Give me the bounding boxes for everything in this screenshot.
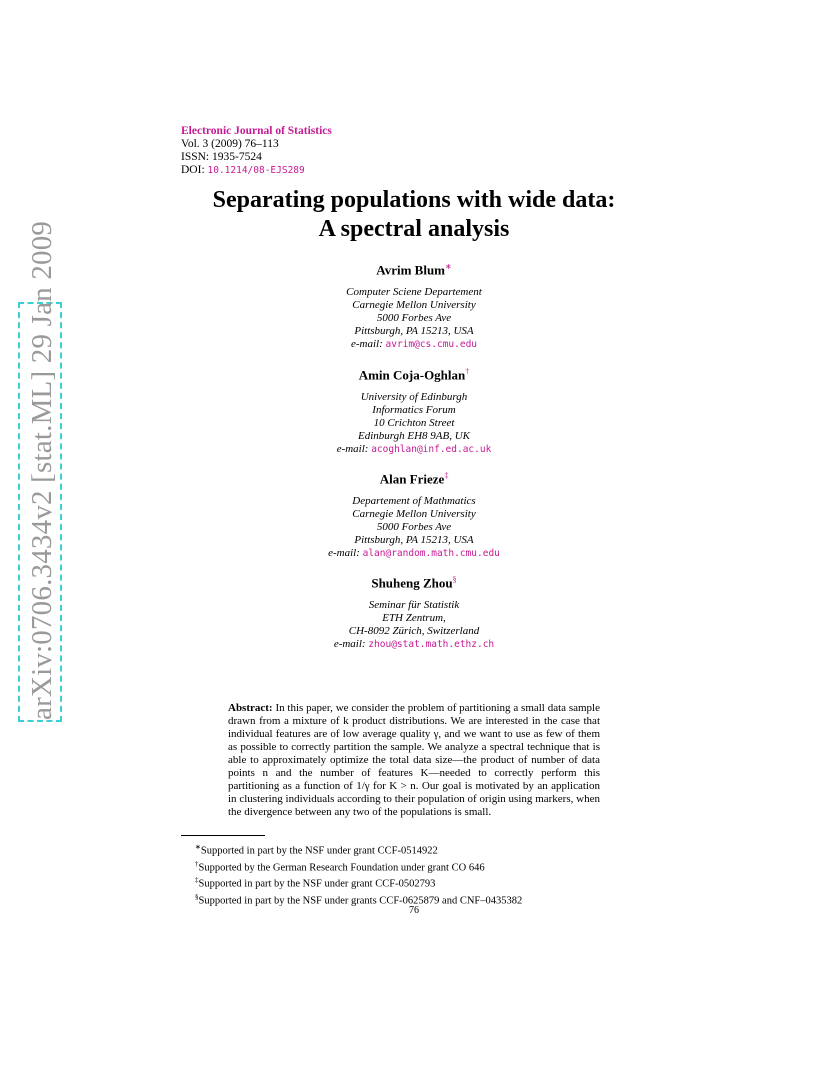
doi-link[interactable]: 10.1214/08-EJS289: [207, 165, 305, 176]
journal-issn: ISSN: 1935-7524: [181, 151, 262, 163]
footnote-rule: [181, 835, 265, 836]
author-block: [0, 259, 828, 351]
author-name: Shuheng Zhou§: [371, 575, 457, 591]
footnotes: [195, 841, 522, 907]
email-link[interactable]: acoghlan@inf.ed.ac.uk: [371, 444, 492, 456]
footnote: †Supported by the German Research Foundation under grant CO 646: [195, 859, 485, 873]
email-link[interactable]: zhou@stat.math.ethz.ch: [368, 639, 495, 651]
email-line: e-mail: alan@random.math.cmu.edu: [328, 547, 500, 560]
footnote: ∗Supported in part by the NSF under grant CCF-0514922: [195, 843, 438, 857]
footnote: §Supported in part by the NSF under grants CCF-0625879 and CNF–0435382: [195, 892, 523, 906]
journal-header: [181, 125, 332, 177]
page-number: 76: [409, 905, 419, 916]
email-link[interactable]: avrim@cs.cmu.edu: [385, 339, 478, 351]
affiliation: Computer Sciene Departement Carnegie Mellon University 5000 Forbes Ave Pittsburgh, PA 15213, USA e-mail: avrim@cs.cmu.edu: [0, 286, 828, 351]
author-name: Amin Coja-Oghlan†: [358, 367, 470, 383]
journal-name[interactable]: Electronic Journal of Statistics: [181, 125, 332, 137]
author-block: [0, 468, 828, 560]
abstract-text: In this paper, we consider the problem of partitioning a small data sample drawn from a mixture of k product distributions. We are interested in the case that individual features are of low average quality γ, and we want to use as few of them as possible to correctly partition the sample. We analyze a spectral technique that is able to approximately optimize the total data size—the product of number of data points n and the number of features K—needed to correctly perform this partitioning as a function of 1/γ for K > n. Our goal is motivated by an application in clustering individuals according to their population of origin using markers, when the divergence between any two of the populations is small.: [228, 702, 600, 818]
affiliation: Departement of Mathmatics Carnegie Mellon University 5000 Forbes Ave Pittsburgh, PA 15213, USA e-mail: alan@random.math.cmu.edu: [0, 495, 828, 560]
journal-doi-line: [181, 164, 332, 177]
title-line-2: A spectral analysis: [318, 216, 510, 242]
email-line: e-mail: acoghlan@inf.ed.ac.uk: [336, 443, 492, 456]
journal-volume: Vol. 3 (2009) 76–113: [181, 138, 279, 150]
email-link[interactable]: alan@random.math.cmu.edu: [362, 548, 500, 560]
affiliation: University of Edinburgh Informatics Forum 10 Crichton Street Edinburgh EH8 9AB, UK e-mail: acoghlan@inf.ed.ac.uk: [0, 391, 828, 456]
footnote-mark-link[interactable]: ∗: [445, 262, 452, 271]
author-name: Alan Frieze‡: [379, 471, 449, 487]
abstract: [228, 702, 600, 819]
author-block: [0, 572, 828, 651]
arxiv-side-stamp[interactable]: arXiv:0706.3434v2 [stat.ML] 29 Jan 2009: [18, 302, 62, 722]
author-block: [0, 364, 828, 456]
title-line-1: Separating populations with wide data:: [212, 187, 616, 213]
footnote-mark-link[interactable]: ‡: [444, 471, 449, 480]
author-name: Avrim Blum∗: [376, 262, 452, 278]
footnote-mark-link[interactable]: §: [452, 575, 457, 584]
email-line: e-mail: avrim@cs.cmu.edu: [350, 338, 478, 351]
affiliation: Seminar für Statistik ETH Zentrum, CH-8092 Zürich, Switzerland e-mail: zhou@stat.math.ethz.ch: [0, 599, 828, 651]
paper-title: [0, 186, 828, 244]
email-line: e-mail: zhou@stat.math.ethz.ch: [333, 638, 495, 651]
footnote: ‡Supported in part by the NSF under grant CCF-0502793: [195, 876, 436, 890]
doi-label: DOI:: [181, 164, 205, 176]
footnote-mark-link[interactable]: †: [465, 367, 470, 376]
abstract-label: Abstract:: [228, 702, 273, 714]
